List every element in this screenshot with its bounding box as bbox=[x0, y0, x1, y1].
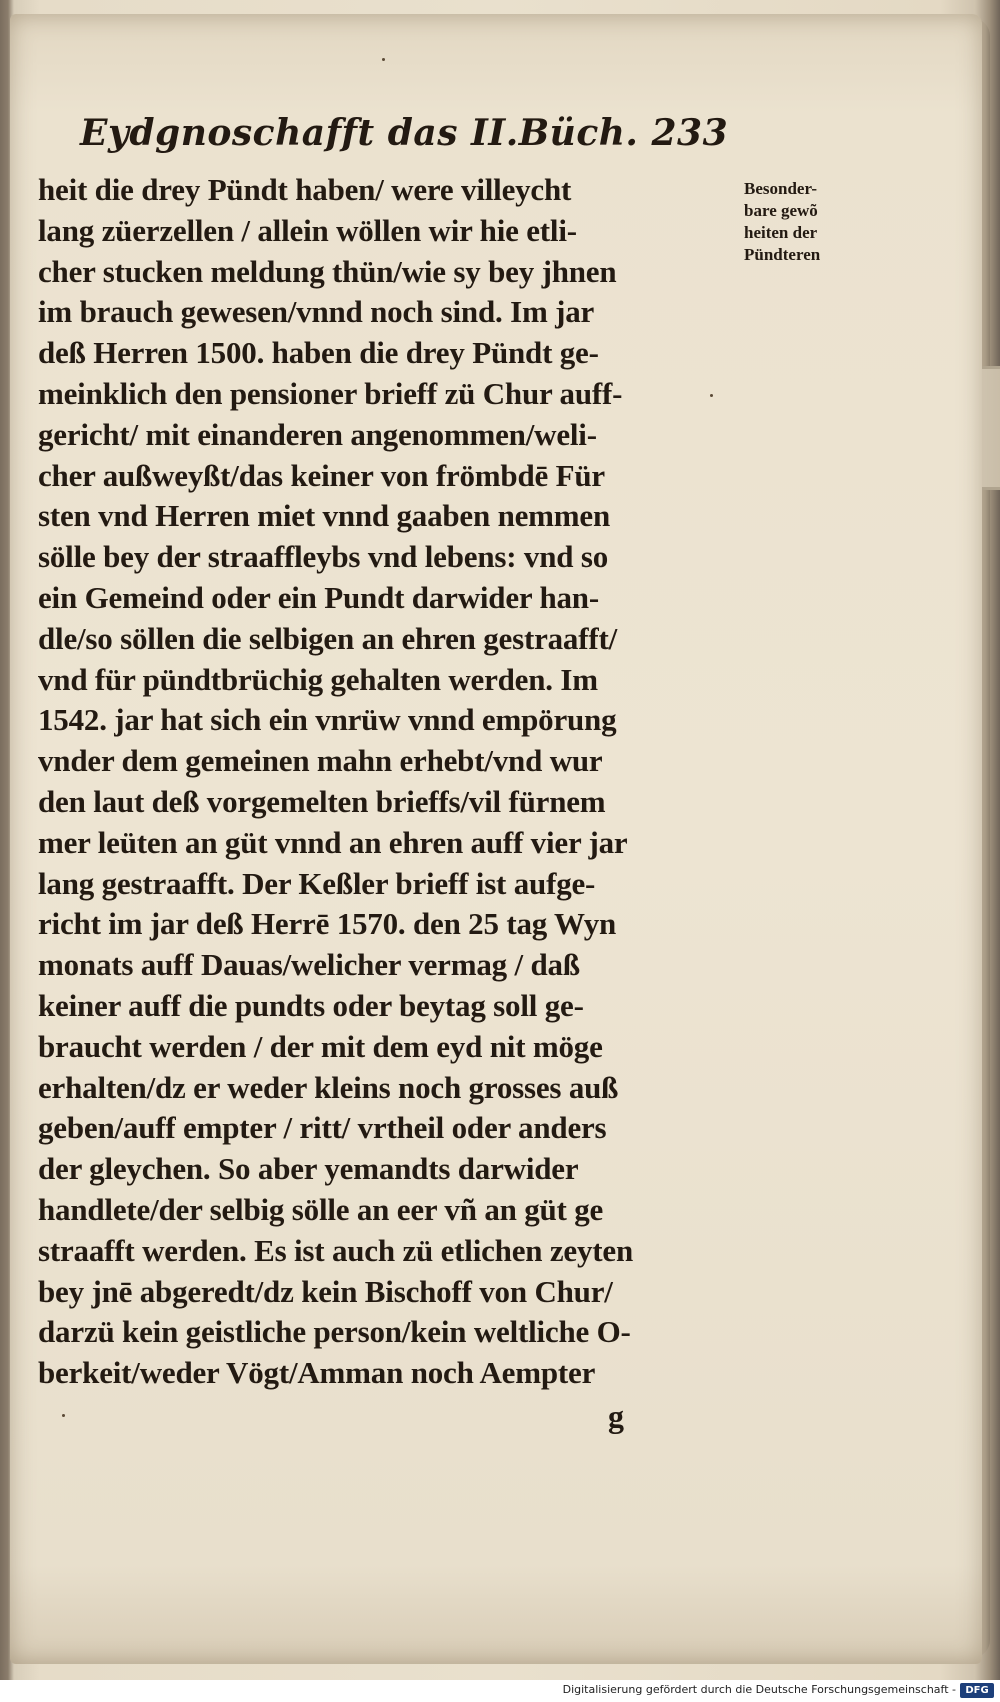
text-line: vnd für pündtbrüchig gehalten werden. Im bbox=[38, 661, 598, 697]
text-line: cher stucken meldung thün/wie sy bey jhnen bbox=[38, 253, 617, 289]
text-line: geben/auff empter / ritt/ vrtheil oder anders bbox=[38, 1110, 607, 1146]
footer-credit: Digitalisierung gefördert durch die Deutsche Forschungsgemeinschaft - bbox=[562, 1683, 956, 1696]
text-line: straafft werden. Es ist auch zü etlichen zeyten bbox=[38, 1232, 633, 1268]
text-line: im brauch gewesen/vnnd noch sind. Im jar bbox=[38, 294, 595, 330]
dfg-logo: DFG bbox=[960, 1683, 994, 1698]
text-line: erhalten/dz er weder kleins noch grosses auß bbox=[38, 1069, 619, 1105]
text-line: lang züerzellen / allein wöllen wir hie etli- bbox=[38, 212, 577, 248]
text-line: handlete/der selbig sölle an eer vñ an güt ge bbox=[38, 1191, 604, 1227]
text-line: vnder dem gemeinen mahn erhebt/vnd wur bbox=[38, 743, 603, 779]
margin-note bbox=[744, 178, 874, 266]
text-line: heit die drey Pündt haben/ were villeycht bbox=[38, 172, 572, 207]
margin-note-line: Pündteren bbox=[744, 245, 821, 264]
text-line: berkeit/weder Vögt/Amman noch Aempter bbox=[38, 1355, 596, 1391]
margin-note-line: Besonder- bbox=[744, 179, 818, 198]
margin-note-line: bare gewõ bbox=[744, 201, 818, 220]
text-line: braucht werden / der mit dem eyd nit möge bbox=[38, 1028, 603, 1064]
text-line: gericht/ mit einanderen angenommen/weli- bbox=[38, 416, 597, 452]
text-line: sten vnd Herren miet vnnd gaaben nemmen bbox=[38, 498, 611, 534]
text-line: 1542. jar hat sich ein vnrüw vnnd empörung bbox=[38, 702, 617, 738]
text-line: meinklich den pensioner brieff zü Chur auff- bbox=[38, 375, 623, 411]
ink-speck bbox=[382, 58, 385, 61]
footer-bar bbox=[0, 1680, 1000, 1702]
text-line: lang gestraafft. Der Keßler brieff ist aufge- bbox=[38, 865, 596, 901]
text-line: richt im jar deß Herrē 1570. den 25 tag Wyn bbox=[38, 906, 617, 942]
text-line: cher außweyßt/das keiner von frömbdē Für bbox=[38, 457, 605, 493]
text-line: deß Herren 1500. haben die drey Pündt ge- bbox=[38, 335, 599, 371]
text-line: den laut deß vorgemelten brieffs/vil fürnem bbox=[38, 783, 606, 819]
signature-mark: g bbox=[608, 1398, 624, 1434]
text-line: darzü kein geistliche person/kein weltliche O- bbox=[38, 1314, 631, 1350]
ink-speck bbox=[62, 1414, 65, 1417]
margin-note-line: heiten der bbox=[744, 223, 818, 242]
text-line: bey jnē abgeredt/dz kein Bischoff von Chur/ bbox=[38, 1273, 613, 1309]
text-line: monats auff Dauas/welicher vermag / daß bbox=[38, 947, 580, 983]
body-text bbox=[38, 170, 744, 1394]
text-line: der gleychen. So aber yemandts darwider bbox=[38, 1151, 579, 1187]
text-line: mer leüten an güt vnnd an ehren auff vier jar bbox=[38, 824, 628, 860]
text-line: sölle bey der straaffleybs vnd lebens: vnd so bbox=[38, 539, 608, 575]
page-header: Eydgnoschafft das II.Büch. 233 bbox=[80, 112, 729, 154]
text-line: dle/so söllen die selbigen an ehren gestraafft/ bbox=[38, 620, 618, 656]
text-line: keiner auff die pundts oder beytag soll ge- bbox=[38, 987, 584, 1023]
text-line: ein Gemeind oder ein Pundt darwider han- bbox=[38, 579, 599, 615]
